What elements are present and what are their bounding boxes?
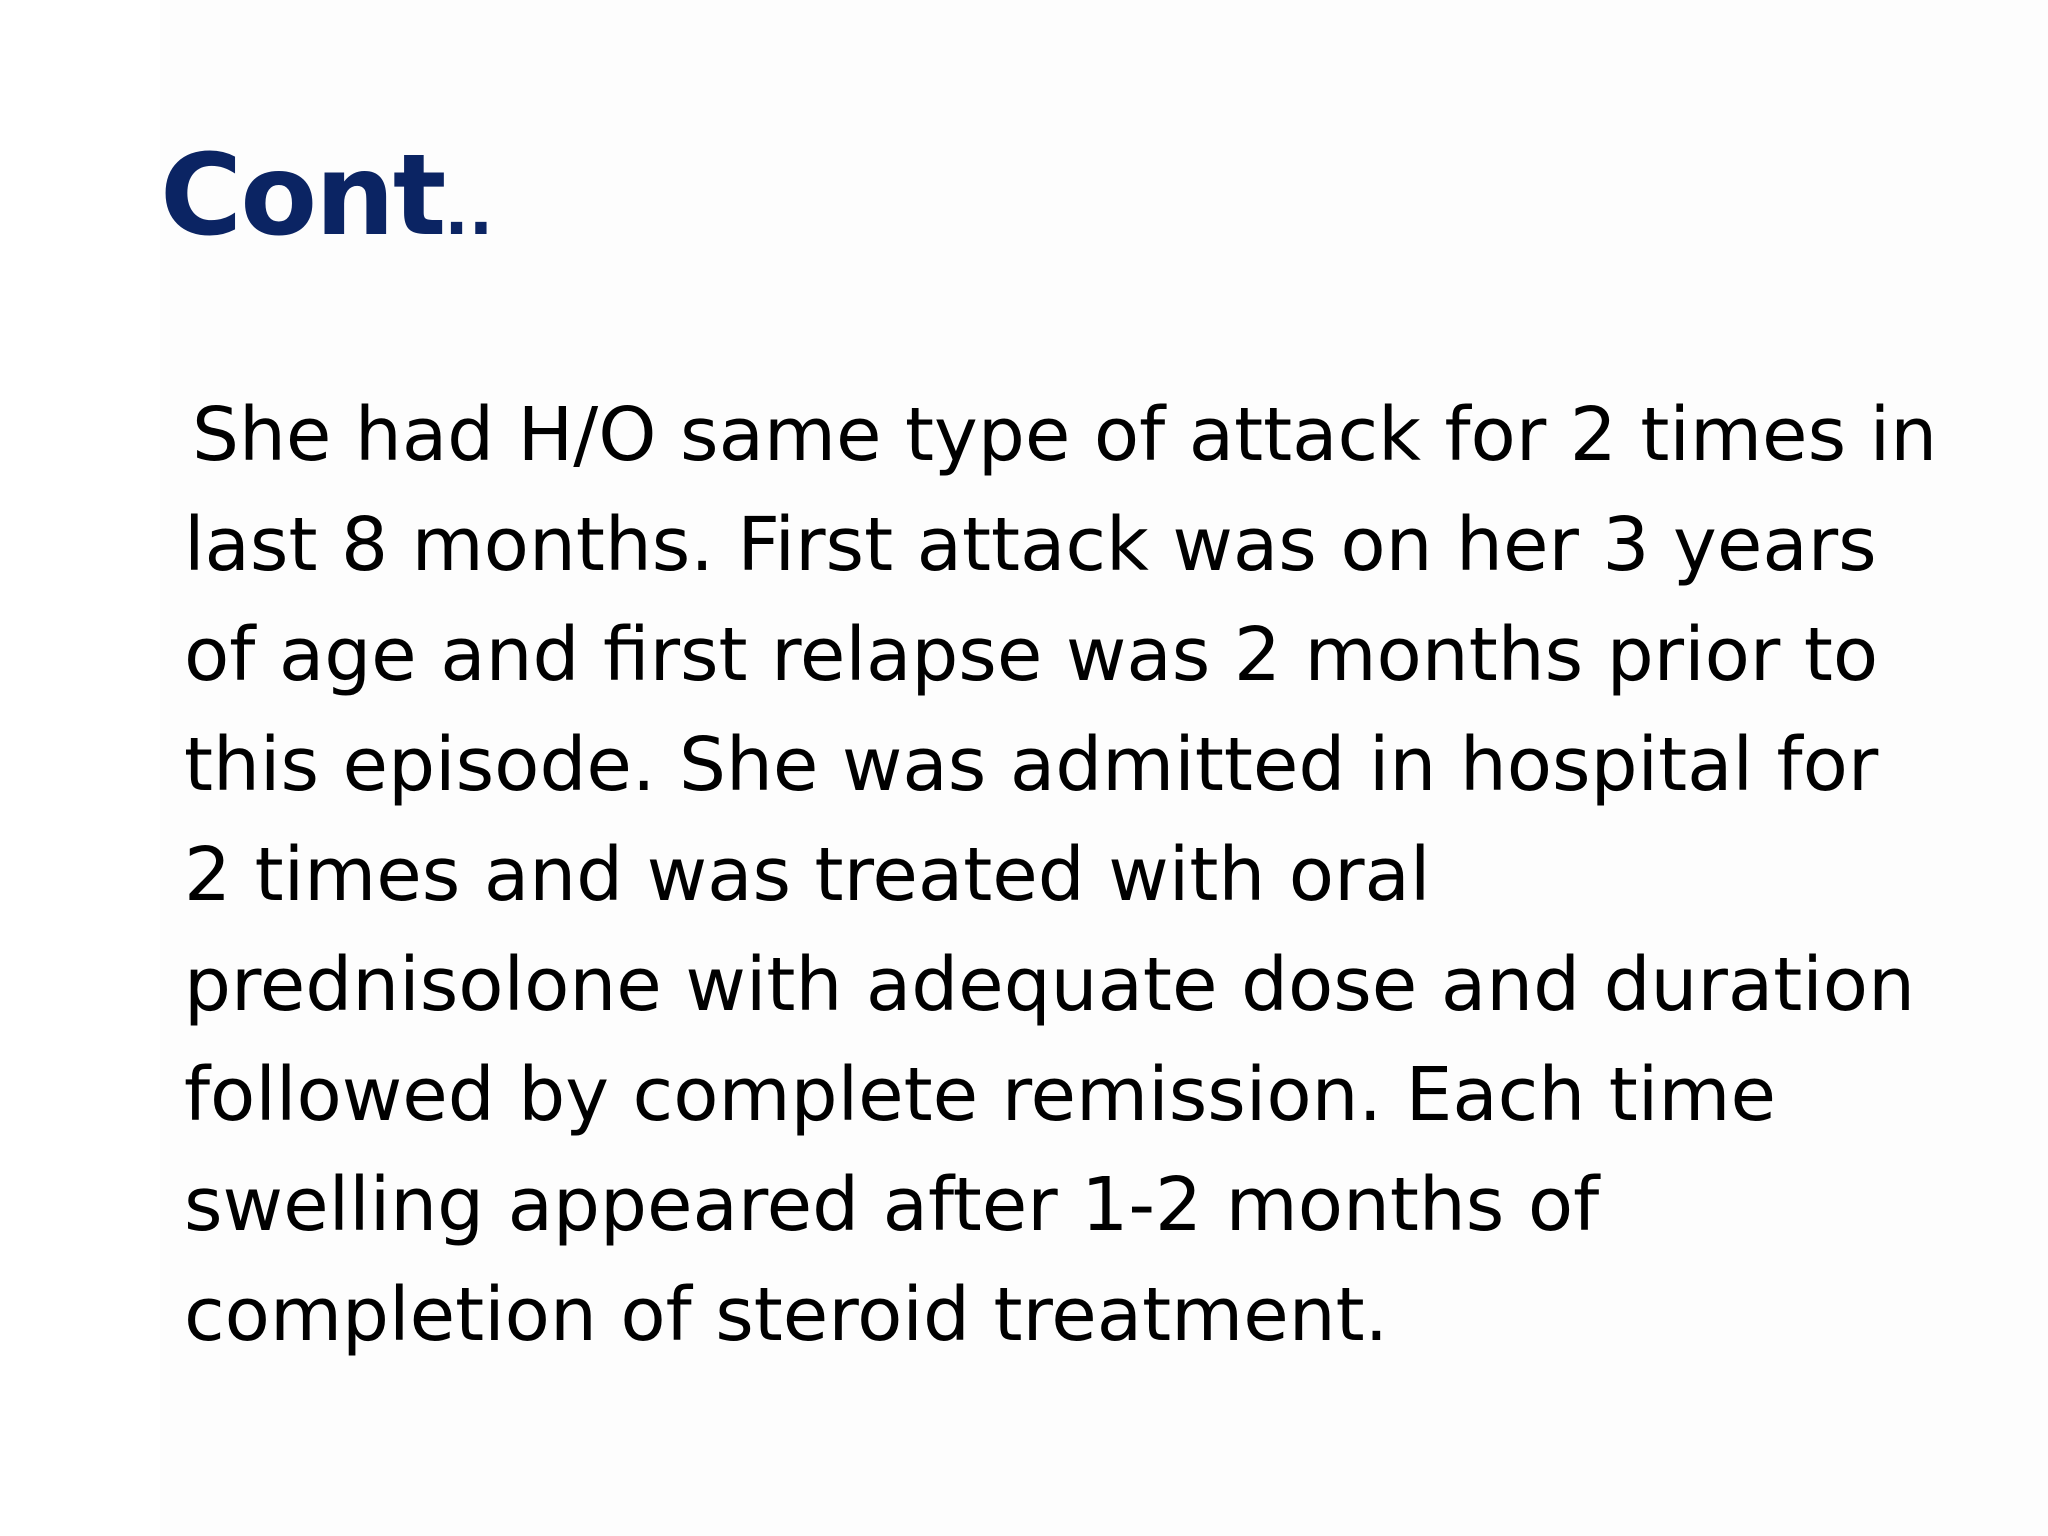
body-paragraph: [184, 380, 1944, 1370]
body-line: last 8 months. First attack was on her 3 years: [184, 502, 1877, 588]
body-line: 2 times and was treated with oral: [184, 832, 1431, 918]
body-line: followed by complete remission. Each time: [184, 1052, 1776, 1138]
body-line: prednisolone with adequate dose and duration: [184, 942, 1915, 1028]
body-line: She had H/O same type of attack for 2 times in: [192, 392, 1938, 478]
slide-title-ellipsis: ..: [444, 176, 494, 250]
slide-title: [160, 131, 494, 261]
body-line: of age and first relapse was 2 months prior to: [184, 612, 1879, 698]
slide-title-text: Cont: [160, 131, 445, 261]
body-line: this episode. She was admitted in hospital for: [184, 722, 1879, 808]
body-line: swelling appeared after 1-2 months of: [184, 1162, 1600, 1248]
body-line: completion of steroid treatment.: [184, 1272, 1389, 1358]
